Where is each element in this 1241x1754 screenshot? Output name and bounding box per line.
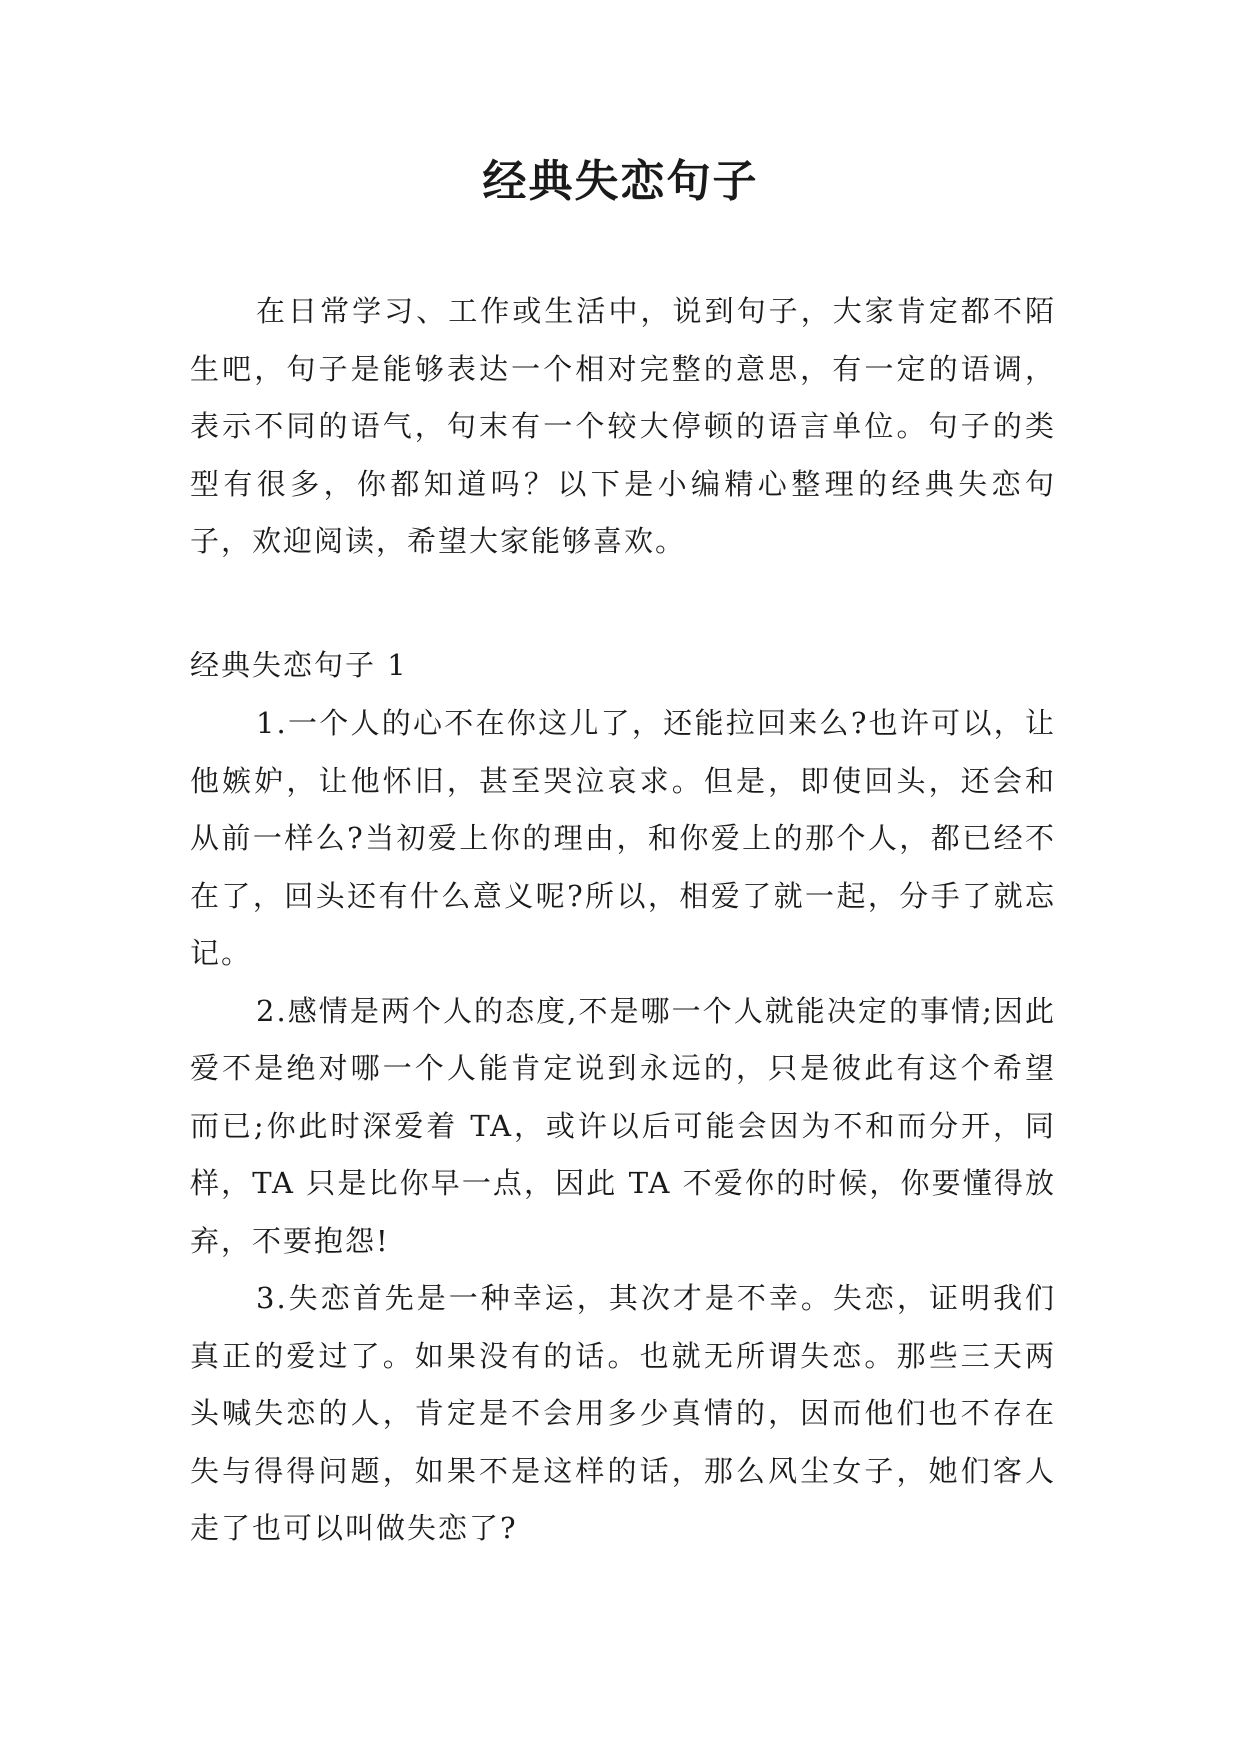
intro-paragraph: 在日常学习、工作或生活中，说到句子，大家肯定都不陌生吧，句子是能够表达一个相对完整的意思，有一定的语调，表示不同的语气，句末有一个较大停顿的语言单位。句子的类型有很多，你都知道吗？以下是小编精心整理的经典失恋句子，欢迎阅读，希望大家能够喜欢。	[190, 294, 1056, 558]
sentence-list	[190, 695, 1056, 1558]
document-title: 经典失恋句子	[482, 156, 759, 207]
section-heading: 经典失恋句子 1	[190, 648, 408, 682]
sentence-item: 2.感情是两个人的态度,不是哪一个人就能决定的事情;因此爱不是绝对哪一个人能肯定说到永远的，只是彼此有这个希望而已;你此时深爱着 TA，或许以后可能会因为不和而分开，同样，TA 只是比你早一点，因此 TA 不爱你的时候，你要懂得放弃，不要抱怨!	[190, 993, 1056, 1258]
sentence-item: 3.失恋首先是一种幸运，其次才是不幸。失恋，证明我们真正的爱过了。如果没有的话。也就无所谓失恋。那些三天两头喊失恋的人，肯定是不会用多少真情的，因而他们也不存在失与得得问题，如果不是这样的话，那么风尘女子，她们客人走了也可以叫做失恋了?	[190, 1281, 1056, 1545]
sentence-item: 1.一个人的心不在你这儿了，还能拉回来么?也许可以，让他嫉妒，让他怀旧，甚至哭泣哀求。但是，即使回头，还会和从前一样么?当初爱上你的理由，和你爱上的那个人，都已经不在了，回头还有什么意义呢?所以，相爱了就一起，分手了就忘记。	[190, 706, 1056, 970]
